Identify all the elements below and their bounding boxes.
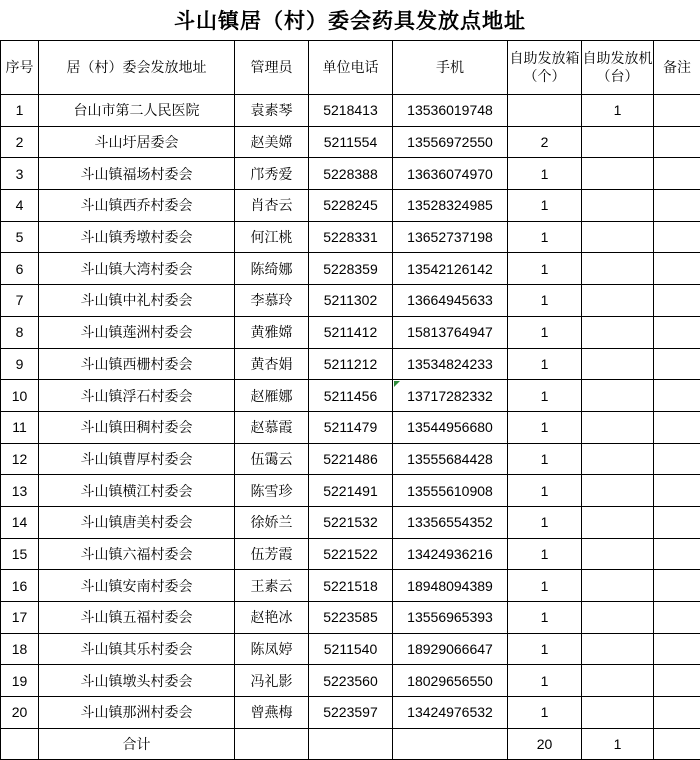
cell-office-phone: 5221532 [309, 506, 393, 538]
header-machine: 自助发放机（台） [582, 41, 654, 95]
total-remark-cell [654, 728, 700, 759]
cell-machine [582, 190, 654, 222]
cell-box: 1 [508, 697, 582, 729]
cell-remark [654, 538, 700, 570]
cell-remark [654, 95, 700, 127]
cell-address: 斗山镇其乐村委会 [39, 633, 235, 665]
cell-box: 1 [508, 221, 582, 253]
cell-box: 1 [508, 665, 582, 697]
total-manager-cell [235, 728, 309, 759]
cell-manager: 曾燕梅 [235, 697, 309, 729]
cell-index: 6 [1, 253, 39, 285]
cell-office-phone: 5211540 [309, 633, 393, 665]
cell-manager: 伍霭云 [235, 443, 309, 475]
table-row [1, 190, 700, 222]
table-row [1, 158, 700, 190]
cell-index: 8 [1, 316, 39, 348]
cell-machine [582, 348, 654, 380]
cell-mobile: 13717282332 [393, 380, 508, 412]
cell-address: 斗山镇西乔村委会 [39, 190, 235, 222]
cell-office-phone: 5223597 [309, 697, 393, 729]
cell-box: 1 [508, 253, 582, 285]
cell-office-phone: 5211412 [309, 316, 393, 348]
cell-office-phone: 5211212 [309, 348, 393, 380]
cell-address: 斗山镇曹厚村委会 [39, 443, 235, 475]
cell-index: 20 [1, 697, 39, 729]
cell-mobile: 15813764947 [393, 316, 508, 348]
cell-index: 16 [1, 570, 39, 602]
total-label: 合计 [39, 728, 235, 759]
cell-office-phone: 5228245 [309, 190, 393, 222]
cell-machine [582, 506, 654, 538]
cell-remark [654, 285, 700, 317]
cell-address: 斗山镇福场村委会 [39, 158, 235, 190]
cell-manager: 肖杏云 [235, 190, 309, 222]
cell-index: 14 [1, 506, 39, 538]
cell-index: 17 [1, 602, 39, 634]
cell-mobile: 13424976532 [393, 697, 508, 729]
cell-mobile: 18929066647 [393, 633, 508, 665]
cell-address: 斗山镇横江村委会 [39, 475, 235, 507]
table-row [1, 697, 700, 729]
header-address: 居（村）委会发放地址 [39, 41, 235, 95]
cell-box: 1 [508, 190, 582, 222]
cell-index: 4 [1, 190, 39, 222]
cell-office-phone: 5223585 [309, 602, 393, 634]
cell-index: 5 [1, 221, 39, 253]
cell-manager: 赵美嫦 [235, 126, 309, 158]
cell-index: 13 [1, 475, 39, 507]
cell-mobile: 13636074970 [393, 158, 508, 190]
table-row [1, 380, 700, 412]
cell-manager: 何江桃 [235, 221, 309, 253]
cell-remark [654, 475, 700, 507]
cell-address: 斗山镇六福村委会 [39, 538, 235, 570]
header-office-phone: 单位电话 [309, 41, 393, 95]
cell-remark [654, 126, 700, 158]
table-row [1, 253, 700, 285]
cell-manager: 袁素琴 [235, 95, 309, 127]
cell-address: 斗山镇五福村委会 [39, 602, 235, 634]
table-row [1, 506, 700, 538]
cell-box: 1 [508, 538, 582, 570]
cell-box: 1 [508, 411, 582, 443]
header-manager: 管理员 [235, 41, 309, 95]
cell-manager: 赵艳冰 [235, 602, 309, 634]
cell-office-phone: 5228388 [309, 158, 393, 190]
cell-mobile: 13542126142 [393, 253, 508, 285]
cell-manager: 李慕玲 [235, 285, 309, 317]
table-row [1, 602, 700, 634]
cell-box: 1 [508, 380, 582, 412]
cell-manager: 冯礼影 [235, 665, 309, 697]
cell-office-phone: 5223560 [309, 665, 393, 697]
cell-remark [654, 253, 700, 285]
total-row [1, 728, 700, 759]
cell-office-phone: 5221518 [309, 570, 393, 602]
cell-address: 斗山镇唐美村委会 [39, 506, 235, 538]
total-index-cell [1, 728, 39, 759]
cell-manager: 陈凤婷 [235, 633, 309, 665]
cell-address: 斗山镇秀墩村委会 [39, 221, 235, 253]
table-row [1, 411, 700, 443]
cell-mobile: 13664945633 [393, 285, 508, 317]
table-row [1, 221, 700, 253]
cell-machine [582, 126, 654, 158]
table-row [1, 348, 700, 380]
cell-index: 15 [1, 538, 39, 570]
cell-remark [654, 506, 700, 538]
cell-remark [654, 221, 700, 253]
cell-machine [582, 665, 654, 697]
cell-index: 3 [1, 158, 39, 190]
cell-index: 12 [1, 443, 39, 475]
table-row [1, 95, 700, 127]
cell-manager: 赵雁娜 [235, 380, 309, 412]
cell-address: 斗山镇墩头村委会 [39, 665, 235, 697]
cell-machine [582, 538, 654, 570]
cell-mobile: 13424936216 [393, 538, 508, 570]
cell-machine: 1 [582, 95, 654, 127]
cell-office-phone: 5211554 [309, 126, 393, 158]
cell-index: 7 [1, 285, 39, 317]
table-row [1, 665, 700, 697]
cell-machine [582, 380, 654, 412]
cell-office-phone: 5228331 [309, 221, 393, 253]
cell-mobile: 18029656550 [393, 665, 508, 697]
cell-remark [654, 633, 700, 665]
table-row [1, 443, 700, 475]
total-mobile-cell [393, 728, 508, 759]
cell-remark [654, 602, 700, 634]
cell-manager: 邝秀爱 [235, 158, 309, 190]
cell-address: 台山市第二人民医院 [39, 95, 235, 127]
table-row [1, 285, 700, 317]
cell-mobile: 13556972550 [393, 126, 508, 158]
cell-machine [582, 253, 654, 285]
cell-box: 1 [508, 475, 582, 507]
cell-box: 1 [508, 348, 582, 380]
page-title: 斗山镇居（村）委会药具发放点地址 [174, 9, 526, 33]
cell-box: 1 [508, 602, 582, 634]
cell-box: 1 [508, 633, 582, 665]
cell-office-phone: 5211302 [309, 285, 393, 317]
cell-box: 1 [508, 158, 582, 190]
cell-machine [582, 158, 654, 190]
cell-address: 斗山镇田稠村委会 [39, 411, 235, 443]
cell-machine [582, 602, 654, 634]
cell-box: 1 [508, 316, 582, 348]
cell-mobile: 13544956680 [393, 411, 508, 443]
cell-address: 斗山镇大湾村委会 [39, 253, 235, 285]
cell-manager: 伍芳霞 [235, 538, 309, 570]
cell-index: 1 [1, 95, 39, 127]
cell-manager: 徐娇兰 [235, 506, 309, 538]
cell-index: 2 [1, 126, 39, 158]
header-index: 序号 [1, 41, 39, 95]
cell-manager: 黄雅嫦 [235, 316, 309, 348]
cell-office-phone: 5218413 [309, 95, 393, 127]
header-mobile: 手机 [393, 41, 508, 95]
cell-index: 9 [1, 348, 39, 380]
cell-machine [582, 443, 654, 475]
cell-office-phone: 5221522 [309, 538, 393, 570]
total-machine: 1 [582, 728, 654, 759]
cell-remark [654, 158, 700, 190]
cell-box [508, 95, 582, 127]
cell-index: 18 [1, 633, 39, 665]
cell-machine [582, 570, 654, 602]
cell-box: 1 [508, 443, 582, 475]
cell-manager: 王素云 [235, 570, 309, 602]
cell-office-phone: 5221491 [309, 475, 393, 507]
cell-remark [654, 190, 700, 222]
cell-box: 1 [508, 506, 582, 538]
cell-office-phone: 5221486 [309, 443, 393, 475]
cell-manager: 黄杏娟 [235, 348, 309, 380]
cell-mobile: 13652737198 [393, 221, 508, 253]
cell-machine [582, 316, 654, 348]
cell-address: 斗山镇西栅村委会 [39, 348, 235, 380]
cell-index: 19 [1, 665, 39, 697]
cell-manager: 陈雪珍 [235, 475, 309, 507]
total-phone-cell [309, 728, 393, 759]
table-row [1, 633, 700, 665]
cell-remark [654, 665, 700, 697]
cell-address: 斗山镇中礼村委会 [39, 285, 235, 317]
cell-address: 斗山镇浮石村委会 [39, 380, 235, 412]
cell-remark [654, 316, 700, 348]
cell-mobile: 13556965393 [393, 602, 508, 634]
cell-manager: 陈绮娜 [235, 253, 309, 285]
distribution-table [0, 40, 700, 760]
cell-mobile: 13555610908 [393, 475, 508, 507]
cell-machine [582, 285, 654, 317]
table-row [1, 475, 700, 507]
cell-office-phone: 5211479 [309, 411, 393, 443]
cell-remark [654, 443, 700, 475]
cell-office-phone: 5228359 [309, 253, 393, 285]
cell-manager: 赵慕霞 [235, 411, 309, 443]
cell-address: 斗山圩居委会 [39, 126, 235, 158]
cell-address: 斗山镇莲洲村委会 [39, 316, 235, 348]
cell-mobile: 13528324985 [393, 190, 508, 222]
cell-index: 11 [1, 411, 39, 443]
cell-remark [654, 380, 700, 412]
cell-remark [654, 411, 700, 443]
cell-remark [654, 348, 700, 380]
cell-machine [582, 221, 654, 253]
cell-address: 斗山镇那洲村委会 [39, 697, 235, 729]
cell-office-phone: 5211456 [309, 380, 393, 412]
cell-machine [582, 475, 654, 507]
cell-machine [582, 411, 654, 443]
cell-machine [582, 633, 654, 665]
cell-address: 斗山镇安南村委会 [39, 570, 235, 602]
cell-index: 10 [1, 380, 39, 412]
cell-mobile: 13534824233 [393, 348, 508, 380]
table-row [1, 126, 700, 158]
header-box: 自助发放箱（个） [508, 41, 582, 95]
header-remark: 备注 [654, 41, 700, 95]
cell-remark [654, 697, 700, 729]
cell-mobile: 18948094389 [393, 570, 508, 602]
cell-remark [654, 570, 700, 602]
table-row [1, 538, 700, 570]
cell-mobile: 13356554352 [393, 506, 508, 538]
cell-box: 2 [508, 126, 582, 158]
header-row [1, 41, 700, 95]
table-row [1, 316, 700, 348]
cell-machine [582, 697, 654, 729]
cell-mobile: 13555684428 [393, 443, 508, 475]
total-box: 20 [508, 728, 582, 759]
cell-box: 1 [508, 570, 582, 602]
table-row [1, 570, 700, 602]
cell-box: 1 [508, 285, 582, 317]
cell-mobile: 13536019748 [393, 95, 508, 127]
